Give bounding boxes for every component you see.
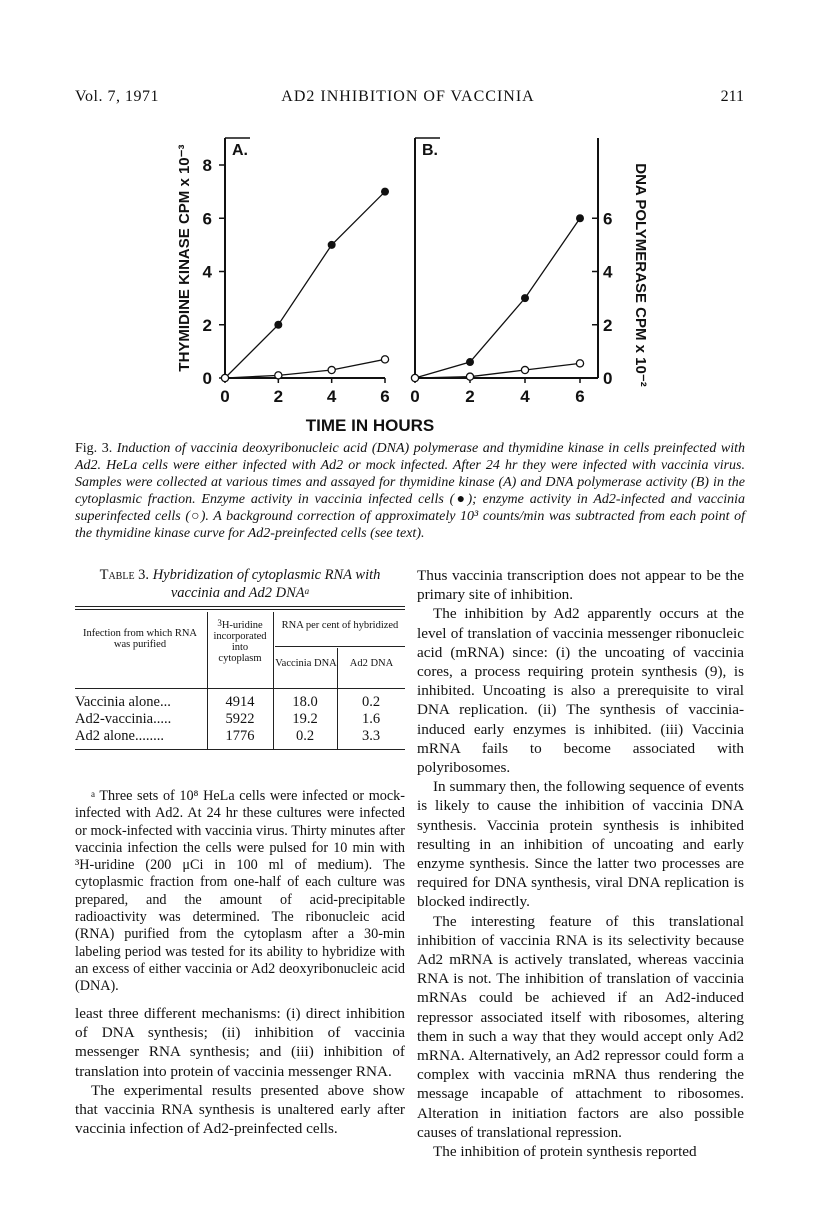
table-cell-uridine: 4914 [225, 694, 255, 710]
right-column [417, 566, 744, 1161]
right-paragraph-2: The inhibition by Ad2 apparently occurs at the level of translation of vaccinia messenger ribonucleic acid (mRNA) since: (i) the uncoating of vaccinia cores, a process requiring protein synthesis (9), is inhibited. Uncoating is also a prerequisite to viral DNA replication. (ii) The synthesis of vaccinia-induced early enzymes is inhibited. (iii) Vaccinia mRNA fails to become associated with polyribosomes. [417, 605, 744, 777]
x-tick-label: 6 [380, 387, 390, 406]
y-left-tick-label: 8 [202, 156, 212, 175]
col-header-group: RNA per cent of hybridized [281, 620, 399, 631]
volume-label: Vol. 7, 1971 [75, 88, 159, 105]
right-paragraph-3: In summary then, the following sequence of events is likely to cause the inhibition of vaccinia DNA synthesis. Vaccinia protein synthesis is inhibited resulting in an inhibition of uncoating and early enzyme synthesis. Since the latter two processes are required for DNA synthesis, viral DNA replication is blocked indirectly. [417, 778, 744, 911]
data-point-open [381, 356, 388, 363]
x-tick-label: 6 [575, 387, 585, 406]
x-tick-label: 2 [465, 387, 475, 406]
table-cell-ad2: 3.3 [361, 728, 381, 744]
table-rule-top-2 [75, 609, 405, 610]
y-left-axis-title: THYMIDINE KINASE CPM x 10⁻³ [176, 144, 193, 372]
caption-lead: Fig. 3. [75, 441, 113, 456]
data-point-filled [381, 188, 389, 196]
footnote-text: Three sets of 10⁸ HeLa cells were infected or mock-infected with Ad2. At 24 hr these cultures were infected or mock-infected with vaccinia virus. Thirty minutes after vaccinia infection the cells were pulsed for 10 min with ³H-uridine (200 μCi in 100 ml of medium). The cytoplasmic fraction from one-half of each culture was prepared, and the amount of acid-precipitable radioactivity was determined. The ribonucleic acid (RNA) purified from the cytoplasm after a 30-min labeling period was tested for its ability to hybridize with an excess of either vaccinia or Ad2 deoxyribonucleic acid (DNA). [75, 788, 405, 995]
footnote-mark: a [91, 789, 95, 799]
table-row-label: Vaccinia alone... [75, 694, 171, 710]
right-paragraph-1: Thus vaccinia transcription does not appear to be the primary site of inhibition. [417, 567, 744, 604]
x-axis-title: TIME IN HOURS [305, 416, 435, 435]
table-cell-ad2: 1.6 [361, 711, 381, 727]
col-header-infection: Infection from which RNA was purified [82, 628, 197, 650]
page-number: 211 [720, 88, 744, 105]
y-left-tick-label: 2 [202, 315, 212, 335]
data-point-filled [466, 358, 474, 366]
y-right-tick-label: 6 [603, 209, 613, 229]
x-tick-label: 0 [410, 387, 420, 406]
table-rule-head [75, 688, 405, 689]
figure-3-chart [0, 0, 816, 440]
data-point-filled [576, 214, 584, 222]
panel-a-label: A. [232, 142, 248, 159]
data-point-open [275, 372, 282, 379]
data-point-open [576, 360, 583, 367]
table-cell-vaccinia: 19.2 [292, 711, 318, 727]
table-title [75, 566, 405, 602]
y-right-tick-label: 0 [603, 369, 613, 388]
table-row-label: Ad2-vaccinia..... [75, 711, 172, 727]
x-tick-label: 2 [273, 387, 284, 406]
data-point-filled [274, 321, 282, 329]
right-paragraph-4: The interesting feature of this translational inhibition of vaccinia RNA is its selectivity because Ad2 mRNA is actively translated, whereas vaccinia RNA is not. The inhibition of translation of vaccinia mRNAs could be achieved if an Ad2-induced repressor associated itself with ribosomes, altering them in such a way that they would accept only Ad2 mRNA. Alternatively, an Ad2 repressor could form a complex with vaccinia mRNA thus rendering the message incapable of attachment to ribosomes. Alteration in initiation factors are also possible causes of translational repression. [417, 912, 744, 1141]
data-point-open [521, 366, 528, 373]
data-point-open [221, 374, 228, 381]
table-cell-vaccinia: 18.0 [292, 694, 318, 710]
table-cell-ad2: 0.2 [361, 694, 381, 710]
series-line-ad2-vaccinia [225, 359, 385, 378]
running-title: AD2 INHIBITION OF VACCINIA [281, 88, 535, 105]
data-point-open [411, 374, 418, 381]
series-line-vaccinia [415, 218, 580, 378]
y-left-tick-label: 6 [202, 209, 212, 229]
x-tick-label: 4 [326, 387, 337, 406]
x-tick-label: 4 [520, 387, 530, 406]
caption-text: Induction of vaccinia deoxyribonucleic acid (DNA) polymerase and thymidine kinase in cells preinfected with Ad2. HeLa cells were either infected with Ad2 or mock infected. After 24 hr they were infected with vaccinia virus. Samples were collected at various times and assayed for thymidine kinase (A) and DNA polymerase activity (B) in the cytoplasmic fraction. Enzyme activity in vaccinia infected cells (●); enzyme activity in Ad2-infected and vaccinia superinfected cells (○). A background correction of approximately 10³ counts/min was subtracted from each point of the thymidine kinase curve for Ad2-preinfected cells (see text). [75, 441, 745, 541]
left-paragraph-2: The experimental results presented above show that vaccinia RNA synthesis is unaltered early after vaccinia infection of Ad2-preinfected cells. [75, 1081, 405, 1138]
table-footnote [75, 788, 405, 996]
y-left-tick-label: 0 [202, 369, 212, 388]
left-paragraph-1: least three different mechanisms: (i) direct inhibition of DNA synthesis; (ii) inhibition of vaccinia messenger RNA synthesis; and (iii) inhibition of translation into protein of vaccinia messenger RNA. [75, 1005, 405, 1080]
right-paragraph-5: The inhibition of protein synthesis reported [433, 1143, 697, 1161]
figure-caption [75, 440, 745, 542]
table-row-label: Ad2 alone........ [75, 728, 164, 744]
y-right-tick-label: 4 [603, 262, 613, 282]
data-point-filled [328, 241, 336, 249]
data-point-filled [521, 294, 529, 302]
table-cell-uridine: 5922 [225, 711, 255, 727]
col-header-uridine: $^3$H-uridine incorporated into cytoplasm [213, 618, 267, 664]
left-column [75, 1004, 405, 1138]
x-tick-label: 0 [220, 387, 230, 406]
data-point-open [466, 373, 473, 380]
y-right-axis-title: DNA POLYMERASE CPM x 10⁻² [632, 163, 649, 387]
y-right-tick-label: 2 [603, 315, 613, 335]
series-line-vaccinia [225, 192, 385, 378]
table-cell-uridine: 1776 [225, 728, 255, 744]
table-cell-vaccinia: 0.2 [295, 728, 315, 744]
table-rule-group [275, 646, 405, 647]
panel-b-label: B. [422, 142, 438, 159]
col-header-ad2: Ad2 DNA [349, 658, 394, 669]
table-rule-top [75, 606, 405, 607]
table-title-text: Hybridization of cytoplasmic RNA with vaccinia and Ad2 DNA [152, 567, 381, 601]
y-left-tick-label: 4 [202, 262, 212, 282]
col-header-vaccinia: Vaccinia DNA [275, 658, 337, 669]
table-title-footnote-mark: a [304, 586, 310, 596]
table-number: Table 3. [99, 567, 150, 583]
table-rule-bottom [75, 749, 405, 750]
data-point-open [328, 366, 335, 373]
